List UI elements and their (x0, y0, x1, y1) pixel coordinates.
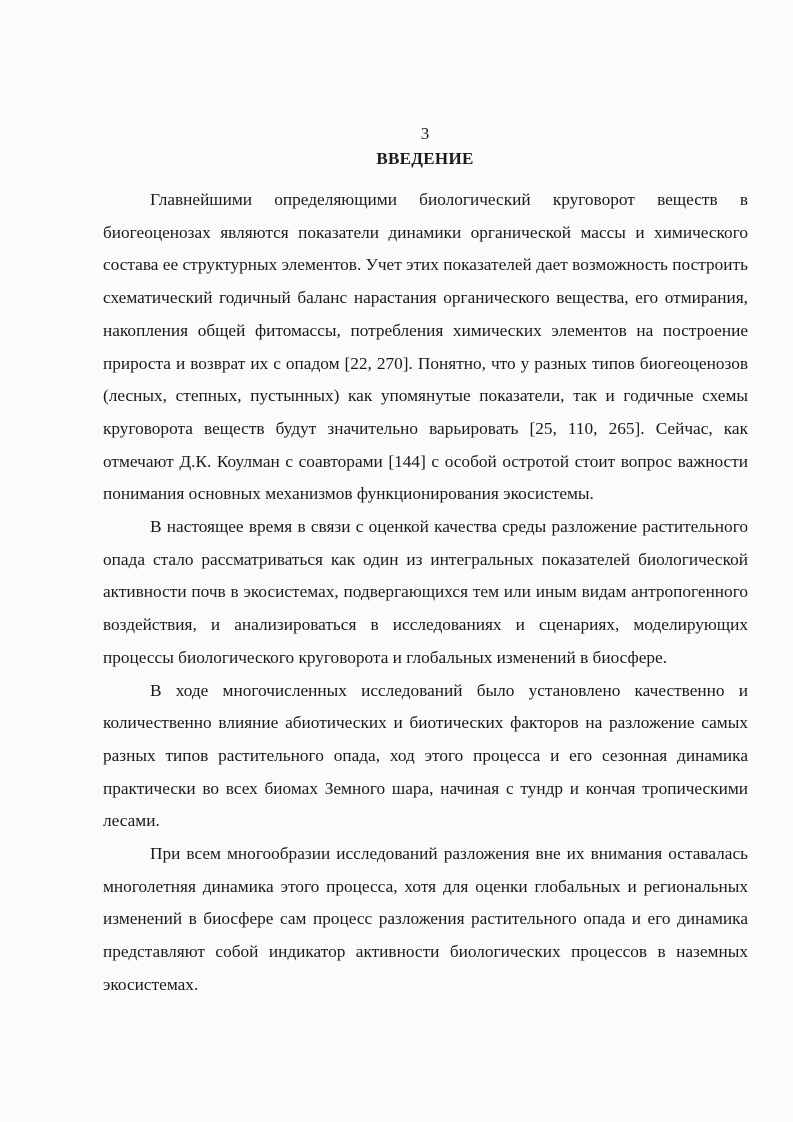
page-number: 3 (420, 124, 430, 143)
paragraph: Главнейшими определяющими биологический круговорот веществ в биогеоценозах являются показатели динамики органической массы и химического состава ее структурных элементов. Учет этих показателей дает возможность построить схематический годичный баланс нарастания органического вещества, его отмирания, накопления общей фитомассы, потребления химических элементов на построение прироста и возврат их с опадом [22, 270]. Понятно, что у разных типов биогеоценозов (лесных, степных, пустынных) как упомянутые показатели, так и годичные схемы круговорота веществ будут значительно варьировать [25, 110, 265]. Сейчас, как отмечают Д.К. Коулман с соавторами [144] с особой остротой стоит вопрос важности понимания основных механизмов функционирования экосистемы. (103, 190, 748, 504)
page-title: ВВЕДЕНИЕ (376, 149, 474, 168)
paragraph: В настоящее время в связи с оценкой качества среды разложение растительного опада стало рассматриваться как один из интегральных показателей биологической активности почв в экосистемах, подвергающихся тем или иным видам антропогенного воздействия, и анализироваться в исследованиях и сценариях, моделирующих процессы биологического круговорота и глобальных изменений в биосфере. (103, 517, 748, 667)
paragraph: При всем многообразии исследований разложения вне их внимания оставалась многолетняя динамика этого процесса, хотя для оценки глобальных и региональных изменений в биосфере сам процесс разложения растительного опада и его динамика представляют собой индикатор активности биологических процессов в наземных экосистемах. (103, 844, 748, 994)
body-text (103, 184, 748, 1002)
paragraph: В ходе многочисленных исследований было установлено качественно и количественно влияние абиотических и биотических факторов на разложение самых разных типов растительного опада, ход этого процесса и его сезонная динамика практически во всех биомах Земного шара, начиная с тундр и кончая тропическими лесами. (103, 680, 748, 831)
